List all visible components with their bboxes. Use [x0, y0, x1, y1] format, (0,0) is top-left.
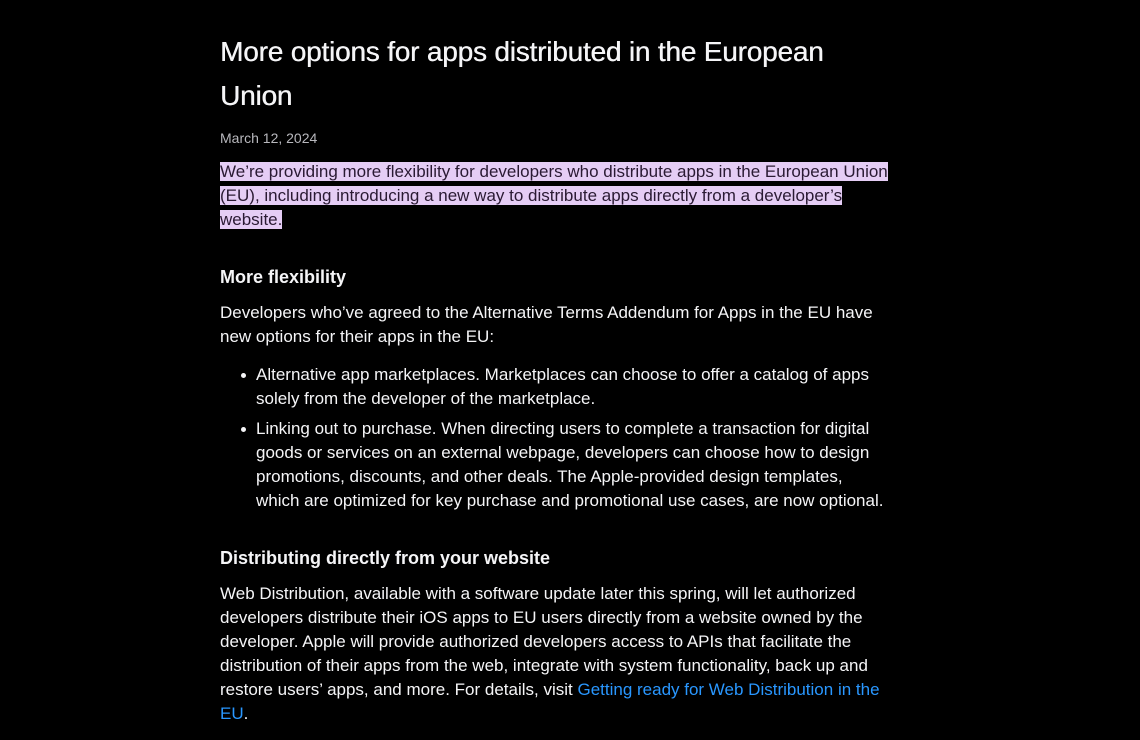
web-distribution-link[interactable]: Getting ready for Web Distribution in the EU — [220, 680, 880, 723]
bullet-alternative-marketplaces: Alternative app marketplaces. Marketplaces can choose to offer a catalog of apps solely from the developer of the marketplace. — [256, 363, 890, 411]
section-heading-distributing-directly: Distributing directly from your website — [220, 548, 551, 568]
paragraph-period: . — [243, 704, 249, 723]
article — [220, 30, 890, 740]
section-paragraph-web-distribution — [220, 582, 890, 726]
article-intro — [220, 160, 890, 232]
section-paragraph-more-flexibility: Developers who’ve agreed to the Alternative Terms Addendum for Apps in the EU have new options for their apps in the EU: — [220, 303, 873, 346]
section-heading-more-flexibility: More flexibility — [220, 267, 347, 287]
flexibility-bullet-list — [220, 363, 890, 513]
article-title: More options for apps distributed in the European Union — [220, 36, 824, 111]
article-date: March 12, 2024 — [220, 130, 318, 146]
bullet-linking-out-to-purchase: Linking out to purchase. When directing users to complete a transaction for digital goods or services on an external webpage, developers can choose how to design promotions, discounts, and other deals. The Apple-provided design templates, which are optimized for key purchase and promotional use cases, are now optional. — [256, 417, 890, 513]
intro-highlighted-text[interactable]: We’re providing more flexibility for developers who distribute apps in the European Union (EU), including introducing a new way to distribute apps directly from a developer’s website. — [220, 162, 888, 229]
web-distribution-text: Web Distribution, available with a software update later this spring, will let authorized developers distribute their iOS apps to EU users directly from a website owned by the developer. Apple will provide authorized developers access to APIs that facilitate the distribution of their apps from the web, integrate with system functionality, back up and restore users’ apps, and more. For details, visit — [220, 584, 868, 699]
